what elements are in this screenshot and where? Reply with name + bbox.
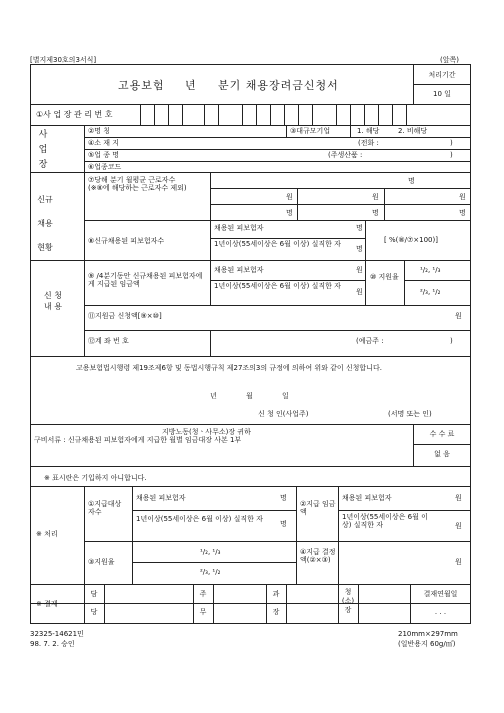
month1-won: 원: [286, 193, 293, 201]
signature-label: (서명 또는 인): [388, 410, 432, 418]
digit-cell: [284, 104, 285, 125]
group-char: 사: [38, 130, 48, 140]
group-word: 신규: [37, 195, 53, 204]
footer-approval: 98. 7. 2. 승인: [30, 640, 75, 648]
divider: [413, 444, 471, 445]
industry-code-label: ⑥업종코드: [88, 163, 122, 171]
hire-ratio: [ %(⑧/⑦×100)]: [384, 236, 438, 244]
group-char: 신: [44, 291, 52, 300]
divider: [84, 260, 85, 356]
divider: [84, 541, 471, 542]
divider: [210, 330, 211, 356]
divider: [30, 125, 471, 126]
depositor-label: (예금주 :: [356, 337, 384, 345]
divider: [30, 486, 471, 487]
divider: [30, 424, 471, 425]
page-side: (앞쪽): [440, 56, 459, 64]
digit-cell: [312, 104, 313, 125]
divider: [132, 562, 296, 563]
digit-cell: [256, 104, 257, 125]
approval-date-label: 결재연월일: [423, 590, 458, 598]
date-year: 년: [210, 392, 217, 400]
footer-size: 210mm×297mm: [398, 630, 458, 638]
footer-code: 32325-14621민: [30, 630, 84, 638]
divider: [84, 330, 471, 331]
month3-won: 원: [459, 193, 466, 201]
date-day: 일: [282, 392, 289, 400]
s2-label: ②지급 임금액: [300, 500, 336, 517]
divider: [30, 466, 471, 467]
digit-cell: [298, 104, 299, 125]
apply-group: [44, 290, 62, 312]
product-label: (주생산품 :: [328, 151, 363, 159]
q7-unit: 명: [408, 177, 415, 185]
q9-hired-unit: 원: [356, 266, 363, 274]
s2-over55-unit: 원: [455, 522, 462, 530]
digit-cell: [406, 104, 407, 125]
divider: [286, 584, 287, 624]
address-label: ④소 재 지: [88, 139, 120, 147]
divider: [365, 260, 366, 305]
s3-rate1: ¹/₂, ¹/₃: [200, 548, 221, 556]
employer-group: [34, 128, 52, 173]
month2-person: 명: [372, 209, 379, 217]
divider: [210, 172, 211, 220]
s2-hired-unit: 원: [455, 494, 462, 502]
fee-label: 수 수 료: [429, 430, 455, 438]
q12-label: ⑫계 좌 번 호: [88, 337, 129, 345]
q7-text: ⑦당해 분기 월평균 근로자수: [88, 176, 176, 184]
divider: [132, 486, 133, 541]
q11-unit: 원: [455, 312, 462, 320]
s1-over55-label: 1년이상(55세이상은 6월 이상) 실직한 자: [136, 515, 263, 523]
q8-hired-unit: 명: [356, 224, 363, 232]
q9-hired-label: 채용된 피보험자: [214, 266, 264, 274]
digit-cell: [242, 104, 243, 125]
large-company-label: ③대규모기업: [290, 127, 331, 135]
s1-label: ①지급대상자수: [88, 500, 122, 517]
name-label: ②명 칭: [88, 127, 111, 135]
divider: [210, 280, 365, 281]
divider: [210, 260, 211, 305]
divider: [104, 584, 105, 624]
q9-over55-label: 1년이상(55세이상은 6월 이상) 실직한 자: [214, 282, 341, 290]
divider: [286, 125, 287, 137]
s3-label: ③지원율: [88, 558, 115, 566]
digit-cell: [378, 104, 379, 125]
q8-over55-unit: 명: [356, 245, 363, 253]
divider: [132, 510, 296, 511]
digit-cell: [392, 104, 393, 125]
divider: [210, 204, 471, 205]
digit-cell: [168, 104, 169, 125]
q7-label: [88, 176, 206, 192]
depositor-close: ): [450, 337, 453, 345]
notice-text: ※ 표시란은 기입하지 아니합니다.: [44, 474, 147, 482]
divider: [404, 280, 471, 281]
divider: [30, 356, 471, 357]
workplace-number-field[interactable]: [140, 104, 471, 125]
divider: [213, 584, 214, 624]
digit-cell: [270, 104, 271, 125]
divider: [84, 486, 85, 584]
product-close: ): [450, 151, 453, 159]
divider: [350, 125, 351, 137]
group-char: 청: [54, 291, 63, 300]
digit-cell: [364, 104, 365, 125]
divider: [84, 220, 471, 221]
s1-over55-unit: 명: [280, 520, 287, 528]
q10-label: ⑩ 지원율: [370, 273, 399, 281]
processing-label: ※ 처리: [36, 530, 58, 538]
declaration-text: 고용보험법시행령 제19조제6항 및 동법시행규칙 제27조의3의 규정에 의하여 위와 같이 신청합니다.: [76, 364, 382, 372]
workplace-number-label: ①사 업 장 관 리 번 호: [36, 110, 113, 119]
digit-cell: [204, 104, 205, 125]
group-char: 장: [38, 160, 48, 170]
q7-note: (※⑧에 해당하는 근로자수 제외): [88, 184, 187, 193]
approval-date-value: . . .: [434, 608, 447, 616]
q8-over55-label: 1년이상(55세이상은 6월 이상) 실직한 자: [214, 240, 341, 248]
rate-row2: ²/₃, ¹/₂: [420, 288, 441, 296]
industry-label: ⑤업 종 명: [88, 151, 120, 159]
s4-unit: 원: [455, 558, 462, 566]
s4-label: ④지급 결정액(②×③): [300, 548, 336, 565]
s1-hired-unit: 명: [280, 494, 287, 502]
q9-over55-unit: 원: [356, 288, 363, 296]
digit-cell: [182, 104, 183, 125]
divider: [296, 486, 297, 584]
attachments-text: 구비서류 : 신규채용된 피보험자에게 지급한 월별 임금대장 사본 1부: [34, 436, 242, 444]
divider: [338, 486, 339, 541]
option-no[interactable]: 2. 비해당: [398, 127, 428, 135]
q8-label: ⑧신규채용된 피보험자수: [88, 237, 165, 245]
phone-close: ): [450, 139, 453, 147]
divider: [84, 161, 471, 162]
approval-label: ※ 결재: [36, 600, 58, 608]
approval-col-staff: 담 당: [90, 590, 98, 616]
divider: [210, 238, 365, 239]
fee-value: 없 음: [434, 450, 450, 458]
q11-label: ⑪지원금 신청액[⑨×⑩]: [88, 312, 162, 320]
divider: [84, 305, 471, 306]
divider: [338, 510, 471, 511]
digit-cell: [350, 104, 351, 125]
month2-won: 원: [372, 193, 379, 201]
rate-row1: ¹/₂, ¹/₃: [420, 266, 441, 274]
group-char: 내: [44, 302, 52, 311]
addressee: 지방노동(청ㆍ사무소)장 귀하: [162, 428, 251, 436]
digit-cell: [218, 104, 219, 125]
divider: [413, 84, 471, 85]
approval-col-director: 청 (소) 장: [341, 588, 355, 614]
s3-rate2: ²/₃, ¹/₂: [200, 568, 221, 576]
group-char: 업: [38, 145, 48, 155]
divider: [84, 149, 471, 150]
divider: [365, 220, 366, 260]
approval-col-chief: 주 무: [199, 590, 207, 616]
q9-label: ⑨ /4분기동안 신규채용된 피보험자에게 지급된 임금액: [88, 272, 203, 289]
group-word: 현황: [37, 243, 53, 252]
option-yes[interactable]: 1. 해당: [357, 127, 380, 135]
title-quarter: 분기 채용장려금신청서: [218, 79, 339, 92]
month1-person: 명: [286, 209, 293, 217]
phone-label: (전화 :: [358, 139, 379, 147]
footer-paper: (일반용지 60g/㎡): [398, 640, 456, 648]
title-main: 고용보험: [118, 79, 165, 92]
s1-hired-label: 채용된 피보험자: [136, 494, 186, 502]
applicant-label: 신 청 인(사업주): [258, 410, 309, 418]
s2-hired-label: 채용된 피보험자: [342, 494, 392, 502]
digit-cell: [336, 104, 337, 125]
form-number: [별지제30호의3서식]: [30, 56, 97, 64]
divider: [210, 220, 211, 260]
divider: [404, 260, 405, 305]
processing-period-value: 10 일: [433, 90, 451, 98]
processing-period-label: 처리기간: [428, 71, 456, 79]
divider: [84, 137, 471, 138]
s2-over55-label: 1년이상(55세이상은 6월 이상) 실직한 자: [342, 513, 428, 530]
divider: [84, 172, 85, 260]
divider: [210, 188, 471, 189]
divider: [338, 541, 339, 584]
digit-cell: [154, 104, 155, 125]
group-char: 용: [54, 302, 63, 311]
group-word: 채용: [37, 219, 53, 228]
q8-hired-label: 채용된 피보험자: [214, 224, 264, 232]
divider: [30, 172, 471, 173]
date-month: 월: [246, 392, 253, 400]
month3-person: 명: [459, 209, 466, 217]
divider: [358, 584, 359, 624]
approval-col-section: 과 장: [272, 590, 280, 616]
hiring-group: [32, 188, 58, 260]
title-year: 년: [185, 79, 197, 92]
